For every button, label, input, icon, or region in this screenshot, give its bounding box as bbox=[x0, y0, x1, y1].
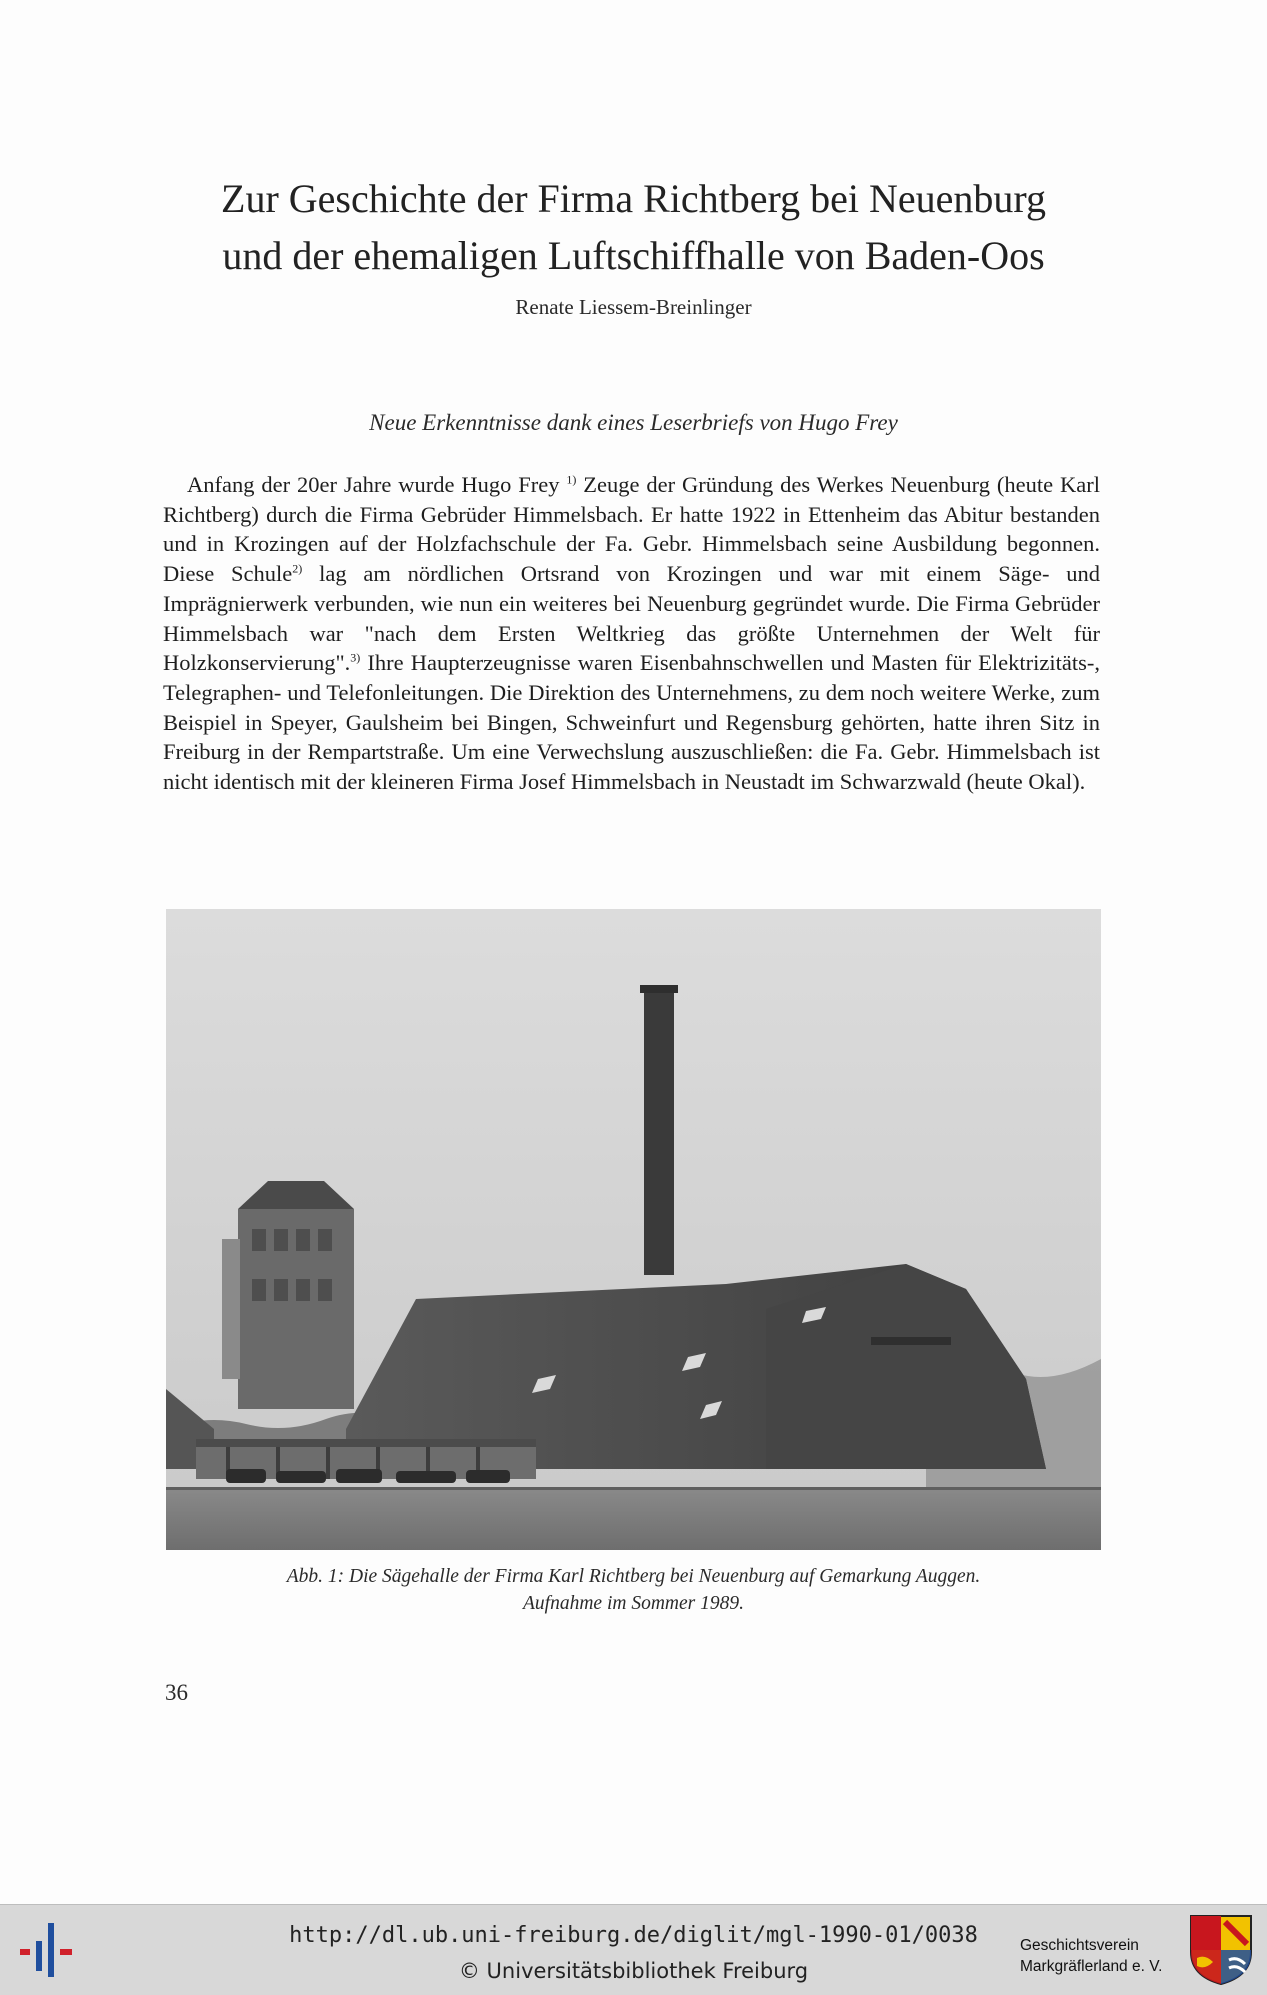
paragraph-text-1: Anfang der 20er Jahre wurde Hugo Frey bbox=[187, 472, 560, 497]
figure-caption bbox=[160, 1563, 1107, 1617]
section-subtitle: Neue Erkenntnisse dank eines Leserbriefs von Hugo Frey bbox=[369, 410, 898, 435]
viewer-footer bbox=[0, 1904, 1267, 1995]
paragraph-text-2: Zeuge der Gründung des Werkes Neuenburg (heute Karl Richtberg) durch die Firma Gebrüder Himmelsbach. Er hatte 1922 in Ettenheim das Abitur bestanden und in Krozingen auf der Holzfachschule der Fa. Gebr. Himmelsbach seine Ausbildung begonnen. Diese Schule bbox=[163, 472, 1100, 587]
footnote-ref-3: 3) bbox=[350, 650, 361, 665]
body-paragraph bbox=[163, 470, 1100, 797]
document-url-link[interactable]: http://dl.ub.uni-freiburg.de/diglit/mgl-1990-01/0038 bbox=[289, 1923, 978, 1948]
paragraph-text-3: lag am nördlichen Ortsrand von Krozingen und war mit einem Säge- und Imprägnierwerk verbunden, wie nun ein weiteres bei Neuenburg gegründet wurde. Die Firma Gebrüder Himmelsbach war "nach dem Ersten Weltkrieg das größte Unternehmen der Welt für Holzkonservierung". bbox=[163, 561, 1101, 676]
footnote-ref-2: 2) bbox=[292, 561, 303, 576]
figure-photo-sawmill bbox=[166, 909, 1101, 1550]
society-name bbox=[1020, 1935, 1180, 1977]
author-name: Renate Liessem-Breinlinger bbox=[515, 295, 752, 319]
title-line-1: Zur Geschichte der Firma Richtberg bei Neuenburg bbox=[221, 176, 1046, 221]
footnote-ref-1: 1) bbox=[566, 472, 577, 487]
sawmill-photo bbox=[166, 909, 1101, 1550]
paragraph-text-4: Ihre Haupterzeugnisse waren Eisenbahnschwellen und Masten für Elektrizitäts-, Telegraphen- und Telefonleitungen. Die Direktion des Unternehmens, zu dem noch weitere Werke, zum Beispiel in Speyer, Gaulsheim bei Bingen, Schweinfurt und Regensburg gehörten, hatte ihren Sitz in Freiburg in der Rempartstraße. Um eine Verwechslung auszuschließen: die Fa. Gebr. Himmelsbach ist nicht identisch mit der kleineren Firma Josef Himmelsbach in Neustadt im Schwarzwald (heute Okal). bbox=[163, 650, 1100, 795]
caption-line-2: Aufnahme im Sommer 1989. bbox=[523, 1593, 744, 1614]
title-line-2: und der ehemaligen Luftschiffhalle von Baden-Oos bbox=[222, 233, 1045, 278]
page-number: 36 bbox=[165, 1680, 188, 1705]
coat-of-arms-icon bbox=[1189, 1914, 1253, 1986]
society-name-line-2: Markgräflerland e. V. bbox=[1020, 1958, 1163, 1975]
copyright-notice: © Universitätsbibliothek Freiburg bbox=[458, 1959, 809, 1983]
caption-line-1: Abb. 1: Die Sägehalle der Firma Karl Richtberg bei Neuenburg auf Gemarkung Auggen. bbox=[286, 1566, 981, 1587]
article-title bbox=[160, 170, 1107, 284]
society-name-line-1: Geschichtsverein bbox=[1020, 1937, 1139, 1954]
